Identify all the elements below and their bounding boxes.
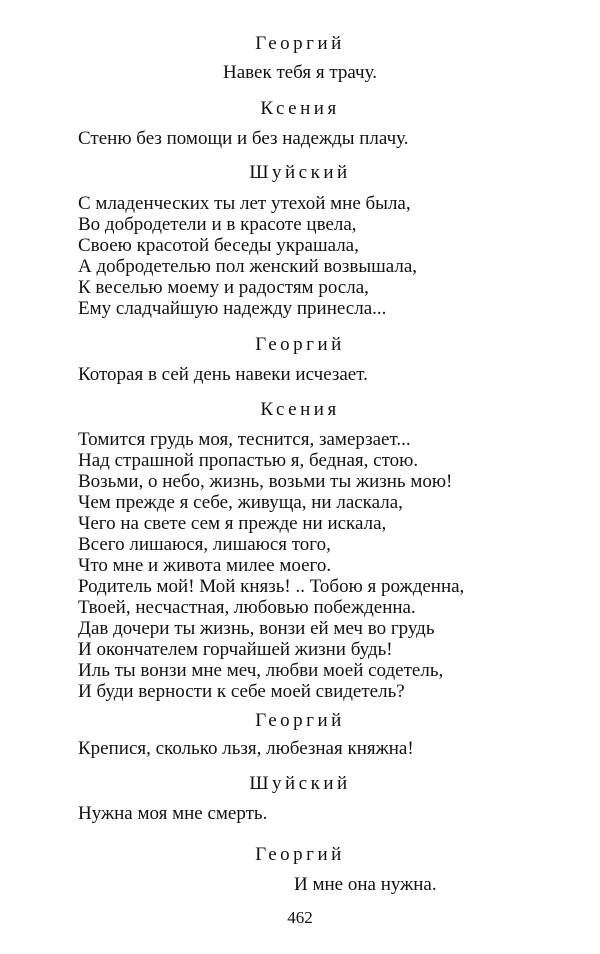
speaker-name: Георгий xyxy=(255,33,345,54)
verse-line: С младенческих ты лет утехой мне была, xyxy=(78,193,411,214)
verse-line: Дав дочери ты жизнь, вонзи ей меч во грудь xyxy=(78,618,435,639)
verse-line: Во добродетели и в красоте цвела, xyxy=(78,214,357,235)
verse-line: Всего лишаюся, лишаюся того, xyxy=(78,534,331,555)
verse-line: Ему сладчайшую надежду принесла... xyxy=(78,298,387,319)
speaker-name: Шуйский xyxy=(249,162,351,183)
verse-line: Навек тебя я трачу. xyxy=(223,62,377,83)
verse-line: Чего на свете сем я прежде ни искала, xyxy=(78,513,387,534)
verse-line: И буди верности к себе моей свидетель? xyxy=(78,681,405,702)
verse-line: И мне она нужна. xyxy=(294,874,437,895)
page-number: 462 xyxy=(287,908,313,927)
verse-line: Иль ты вонзи мне меч, любви моей содетель, xyxy=(78,660,444,681)
verse-line: Твоей, несчастная, любовью побежденна. xyxy=(78,597,416,618)
verse-line: А добродетелью пол женский возвышала, xyxy=(78,256,418,277)
verse-line: Что мне и живота милее моего. xyxy=(78,555,332,576)
verse-line: Своею красотой беседы украшала, xyxy=(78,235,359,256)
speaker-name: Шуйский xyxy=(249,773,351,794)
speaker-name: Георгий xyxy=(255,334,345,355)
verse-line: Томится грудь моя, теснится, замерзает... xyxy=(78,429,411,450)
verse-line: Крепися, сколько льзя, любезная княжна! xyxy=(78,738,414,759)
verse-line: Родитель мой! Мой князь! .. Тобою я рожденна, xyxy=(78,576,465,597)
verse-line: Чем прежде я себе, живуща, ни ласкала, xyxy=(78,492,403,513)
verse-line: К веселью моему и радостям росла, xyxy=(78,277,369,298)
verse-line: Которая в сей день навеки исчезает. xyxy=(78,364,368,385)
speaker-name: Ксения xyxy=(260,98,340,119)
verse-line: И окончателем горчайшей жизни будь! xyxy=(78,639,393,660)
speaker-name: Ксения xyxy=(260,399,340,420)
verse-line: Стеню без помощи и без надежды плачу. xyxy=(78,128,409,149)
verse-line: Возьми, о небо, жизнь, возьми ты жизнь мою! xyxy=(78,471,453,492)
speaker-name: Георгий xyxy=(255,710,345,731)
verse-line: Нужна моя мне смерть. xyxy=(78,803,268,824)
verse-line: Над страшной пропастью я, бедная, стою. xyxy=(78,450,419,471)
speaker-name: Георгий xyxy=(255,844,345,865)
